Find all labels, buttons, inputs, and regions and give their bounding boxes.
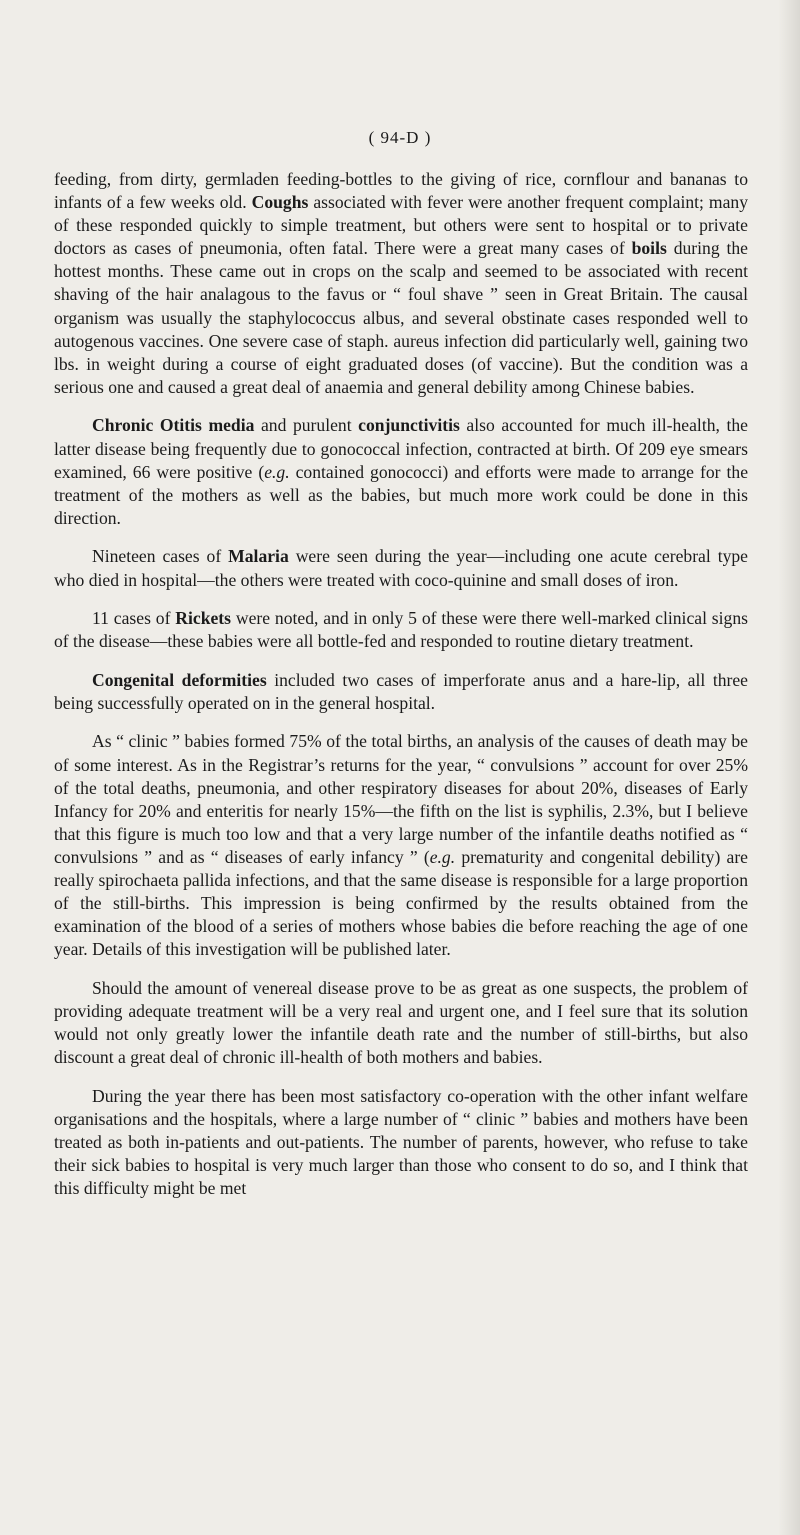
paragraph (54, 545, 748, 591)
text-run: during the hottest months. These came out in crops on the scalp and seemed to be associated with recent shaving of the hair analagous to the favus or “ foul shave ” seen in Great Britain. The causal organism was usually the staphylococcus albus, and several obstinate cases responded well to autogenous vaccines. One severe case of staph. aureus infection did particularly well, gaining two lbs. in weight during a course of eight graduated doses (of vaccine). But the condition was a serious one and caused a great deal of anaemia and general debility among Chinese babies. (54, 238, 748, 397)
bold-term: conjunctivitis (358, 415, 460, 436)
italic-text: e.g. (264, 461, 290, 482)
text-run: As “ clinic ” babies formed 75% of the total births, an analysis of the causes of death may be of some interest. As in the Registrar’s returns for the year, “ convulsions ” account for over 25% of the total deaths, pneumonia, and other respiratory diseases for about 20%, diseases of Early Infancy for 20% and enteritis for nearly 15%—the fifth on the list is syphilis, 2.3%, but I believe that this figure is much too low and that a very large number of the infantile deaths notified as “ convulsions ” and as “ diseases of early infancy ” ( (54, 731, 748, 867)
text-run: 11 cases of (92, 608, 176, 629)
bold-term: Malaria (228, 546, 289, 567)
paragraph (54, 1085, 748, 1200)
text-run: also accounted for much ill-health, the latter disease being frequently due to gonococcal infection, contracted at birth. Of 209 eye smears examined, 66 were positive ( (54, 415, 748, 482)
bold-term: boils (631, 238, 667, 259)
bold-term: Congenital deformities (92, 669, 267, 690)
bold-term: Rickets (175, 608, 231, 629)
text-run: During the year there has been most satisfactory co-operation with the other infant welfare organisations and the hospitals, where a large number of “ clinic ” babies and mothers have been treated as both in-patients and out-patients. The number of parents, however, who refuse to take their sick babies to hospital is very much larger than those who consent to do so, and I think that this difficulty might be met (54, 1085, 748, 1199)
bold-term: Coughs (251, 192, 309, 213)
page-edge-shadow (778, 0, 800, 1535)
body-text (54, 168, 748, 1216)
paragraph (54, 730, 748, 961)
text-run: included two cases of imperforate anus and a hare-lip, all three being successfully operated on in the general hospital. (54, 669, 748, 713)
text-run: Should the amount of venereal disease prove to be as great as one suspects, the problem of providing adequate treatment will be a very real and urgent one, and I feel sure that its solution would not only greatly lower the infantile death rate and the number of still-births, but also discount a great deal of chronic ill-health of both mothers and babies. (54, 977, 748, 1068)
italic-text: e.g. (429, 846, 456, 867)
paragraph (54, 168, 748, 399)
text-run: contained gonococci) and efforts were made to arrange for the treatment of the mothers as well as the babies, but much more work could be done in this direction. (54, 461, 749, 528)
paragraph (54, 607, 748, 653)
text-run: feeding, from dirty, germladen feeding-bottles to the giving of rice, cornflour and bananas to infants of a few weeks old. (54, 169, 748, 213)
text-run: were noted, and in only 5 of these were there well-marked clinical signs of the disease—these babies were all bottle-fed and responded to routine dietary treatment. (54, 608, 748, 652)
bold-term: Chronic Otitis media (92, 415, 255, 436)
paragraph (54, 977, 748, 1069)
paragraph (54, 414, 748, 529)
text-run: Nineteen cases of (92, 546, 229, 567)
page-number: ( 94-D ) (368, 128, 432, 147)
paragraph (54, 669, 748, 715)
text-run: associated with fever were another frequent complaint; many of these responded quickly to simple treatment, but others were sent to hospital or to private doctors as cases of pneumonia, often fatal. There were a great many cases of (54, 192, 748, 259)
text-run: and purulent (254, 415, 359, 436)
text-run: prematurity and congenital debility) are really spirochaeta pallida infections, and that the same disease is responsible for a large proportion of the still-births. This impression is being confirmed by the results obtained from the examination of the blood of a series of mothers whose babies die before reaching the age of one year. Details of this investigation will be published later. (54, 846, 748, 960)
text-run: were seen during the year—including one acute cerebral type who died in hospital—the others were treated with coco-quinine and small doses of iron. (54, 546, 748, 590)
